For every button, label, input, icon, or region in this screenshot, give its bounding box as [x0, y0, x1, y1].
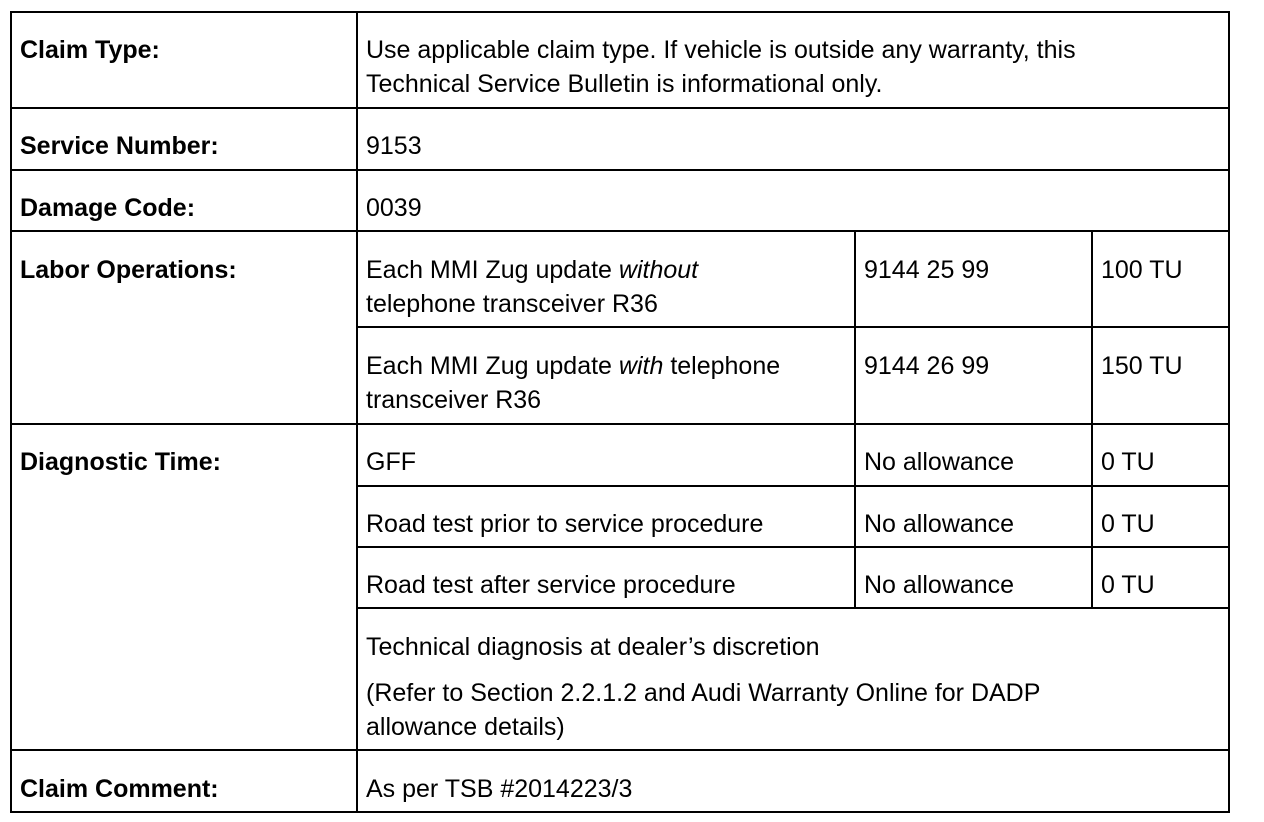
labor-op-1-code: 9144 25 99 [864, 256, 990, 284]
labor-op-2-code: 9144 26 99 [864, 352, 990, 380]
labor-op-2-desc-text-post: telephone [663, 352, 781, 380]
diagnostic-row-1-time: 0 TU [1101, 448, 1155, 476]
row-divider [10, 230, 1230, 232]
labor-op-2-time: 150 TU [1101, 352, 1183, 380]
diagnostic-note [358, 630, 1228, 744]
labor-op-1-time: 100 TU [1101, 256, 1183, 284]
labor-op-1-desc-line-2: telephone transceiver R36 [366, 290, 658, 318]
labor-op-2-desc-emphasis: with [618, 352, 664, 380]
labor-op-2-description [358, 349, 854, 417]
row-divider [10, 169, 1230, 171]
row-divider [10, 107, 1230, 109]
claim-comment-label: Claim Comment: [20, 775, 219, 803]
labor-operations-label: Labor Operations: [20, 256, 237, 284]
diagnostic-note-line-2: (Refer to Section 2.2.1.2 and Audi Warranty Online for DADP [366, 679, 1041, 707]
diagnostic-row-2-allowance: No allowance [864, 510, 1015, 538]
diagnostic-row-3-allowance: No allowance [864, 571, 1015, 599]
claim-type-value [358, 33, 1228, 101]
row-divider [10, 423, 1230, 425]
claim-type-label: Claim Type: [20, 36, 160, 64]
diagnostic-row-2-description: Road test prior to service procedure [366, 510, 764, 538]
diagnostic-row-1-allowance: No allowance [864, 448, 1015, 476]
damage-code-value: 0039 [366, 194, 422, 222]
labor-op-1-desc-text: Each MMI Zug update [366, 256, 619, 284]
claim-comment-value: As per TSB #2014223/3 [366, 775, 633, 803]
labor-op-2-desc-text: Each MMI Zug update [366, 352, 619, 380]
diagnostic-row-2-time: 0 TU [1101, 510, 1155, 538]
row-divider [357, 546, 1230, 548]
row-divider [357, 607, 1230, 609]
diagnostic-note-line-1: Technical diagnosis at dealer’s discretion [366, 633, 820, 661]
claim-type-line-2: Technical Service Bulletin is informational only. [366, 70, 883, 98]
damage-code-label: Damage Code: [20, 194, 196, 222]
service-number-label: Service Number: [20, 132, 219, 160]
diagnostic-row-3-description: Road test after service procedure [366, 571, 736, 599]
labor-op-2-desc-line-2: transceiver R36 [366, 386, 542, 414]
labor-op-1-description [358, 253, 854, 321]
row-divider [10, 749, 1230, 751]
diagnostic-row-3-time: 0 TU [1101, 571, 1155, 599]
row-divider [357, 326, 1230, 328]
service-number-value: 9153 [366, 132, 422, 160]
labor-op-1-desc-emphasis: without [618, 256, 699, 284]
diagnostic-time-label: Diagnostic Time: [20, 448, 221, 476]
diagnostic-row-1-description: GFF [366, 448, 416, 476]
claim-type-line-1: Use applicable claim type. If vehicle is outside any warranty, this [366, 36, 1076, 64]
row-divider [357, 485, 1230, 487]
diagnostic-note-line-3: allowance details) [366, 713, 565, 741]
